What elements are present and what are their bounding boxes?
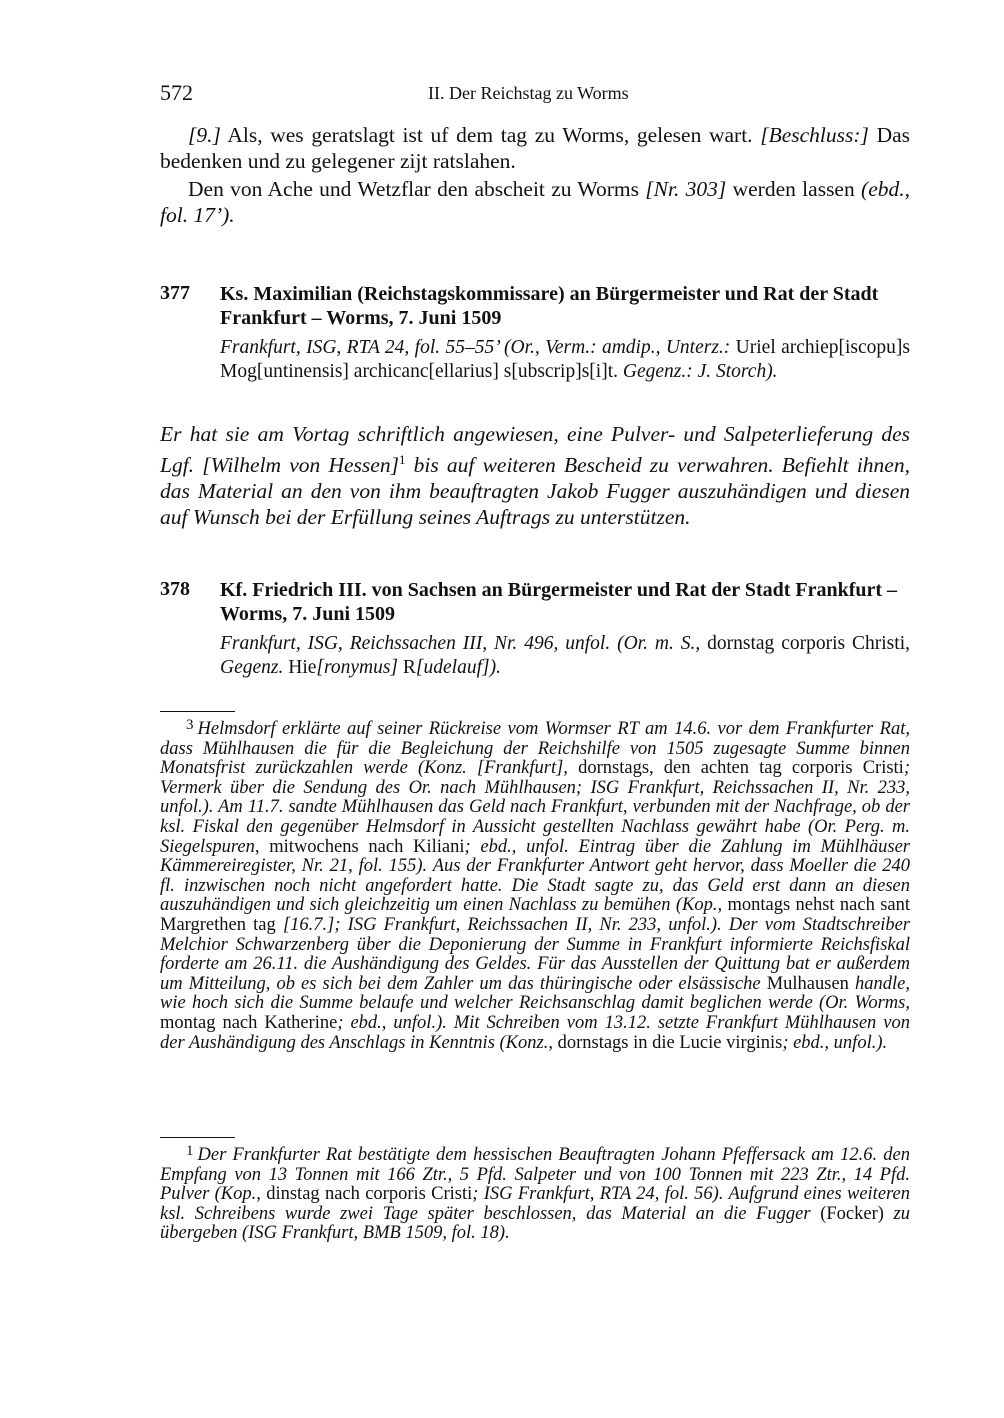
footnote-text: ; Vermerk über die Sendung des Or. nach Mühlhausen; ISG Frankfurt, Reichssachen II, Nr. 233, unfol.). Am 11.7. sandte Mühlhausen das Geld nach Frankfurt, verbunden mit der Nachfrage, ob der ksl. Fiskal den gegenüber Helmsdorf in Aussicht gestellten Nachlass gewährt habe (Or. Perg. m. Siegelspuren, <box>160 758 910 857</box>
footnote-quote: mitwochens nach Kiliani <box>259 836 465 857</box>
regest-377 <box>160 421 910 530</box>
source-date: dornstag corporis Christi, <box>700 633 910 654</box>
source-reference: (ebd., fol. 17’). <box>160 177 910 227</box>
footnote-quote: (Focker) <box>810 1203 894 1224</box>
footnote-quote: dornstags, den achten tag corporis Cristi <box>567 758 904 779</box>
paragraph-text-end: werden lassen <box>726 177 862 201</box>
footnote-1 <box>160 1142 910 1244</box>
regest-text-end: bis auf weiteren Bescheid zu verwahren. Befiehlt ihnen, das Material an den von ihm beauftragten Jakob Fugger auszuhändigen und diesen auf Wunsch bei der Erfüllung seines Auftrags zu unterstützen. <box>160 453 910 529</box>
page-header <box>160 80 910 110</box>
source-countersign: Gegenz.: J. Storch). <box>622 361 778 382</box>
footnote-divider <box>160 711 235 712</box>
footnote-mark: 3 <box>186 717 194 733</box>
footnote-mark: 1 <box>186 1143 194 1159</box>
footnote-text: ; ebd., unfol.). Mit Schreiben vom 13.12. setzte Frankfurt Mühlhausen von der Aushändigung des Anschlags in Kenntnis (Konz., <box>160 1012 910 1053</box>
footnote-quote: dinstag nach corporis Cristi <box>260 1184 473 1205</box>
protocol-item-9 <box>160 122 910 174</box>
paragraph-text: Den von Ache und Wetzflar den abscheit zu Worms <box>188 177 646 201</box>
document-heading: Kf. Friedrich III. von Sachsen an Bürgermeister und Rat der Stadt Frankfurt – Worms, 7. Juni 1509 <box>220 579 898 625</box>
footnote-divider <box>160 1137 235 1138</box>
footnote-3 <box>160 716 910 1053</box>
footnote-quote: montag nach Katherine <box>160 1012 338 1033</box>
document-heading: Ks. Maximilian (Reichstagskommissare) an Bürgermeister und Rat der Stadt Frankfurt – Worms, 7. Juni 1509 <box>220 283 879 329</box>
source-archive: Frankfurt, ISG, Reichssachen III, Nr. 496, unfol. (Or. m. S., <box>220 633 701 654</box>
footnote-text: ; ebd., unfol. Eintrag über die Zahlung im Mühlhäuser Kämmereiregister, Nr. 21, fol. 155). Aus der Frankfurter Antwort geht hervor, dass Moeller die 240 fl. inzwischen noch nicht angefordert hatte. Die Stadt sagte zu, das Geld erst dann an diesen auszuhändigen und sich gleichzeitig um einen Nachlass zu bemühen (Kop., <box>160 836 910 916</box>
cross-reference: [Nr. 303] <box>645 177 727 201</box>
source-name-part: Hie <box>283 657 317 678</box>
footnote-quote: dornstags in die Lucie virginis <box>552 1032 783 1053</box>
page-number: 572 <box>160 80 193 105</box>
footnote-quote: Mulhausen <box>760 973 856 994</box>
source-archive: Frankfurt, ISG, RTA 24, fol. 55–55’ (Or., Verm.: amdip., Unterz.: <box>220 337 731 358</box>
item-text: Als, wes geratslagt ist uf dem tag zu Worms, gelesen wart. <box>220 123 761 147</box>
decision-label: [Beschluss:] <box>760 123 869 147</box>
item-number: [9.] <box>188 123 221 147</box>
decision-text: Das bedenken und zu gelegener zijt ratslahen. <box>160 123 911 173</box>
source-name-expansion: [udelauf]). <box>415 657 501 678</box>
document-number: 378 <box>160 578 190 600</box>
protocol-paragraph <box>160 176 910 228</box>
document-source <box>220 336 910 384</box>
footnote-text: handle, wie hoch sich die Summe belaufe und welcher Reichsanschlag damit beglichen werde (Or. Worms, <box>160 973 910 1014</box>
footnote-text: ; ISG Frankfurt, RTA 24, fol. 56). Aufgrund eines weiteren ksl. Schreibens wurde zwei Tage später beschlossen, das Material an die Fugger <box>160 1184 911 1224</box>
source-name-expansion: [ronymus] <box>316 657 399 678</box>
footnote-text: ; ebd., unfol.). <box>782 1032 888 1053</box>
source-signature: Uriel archiep[iscopu]s Mog[untinensis] archicanc[ellarius] s[ubscrip]s[i]t. <box>220 337 910 382</box>
regest-text: Er hat sie am Vortag schriftlich angewiesen, eine Pulver- und Salpeterlieferung des Lgf. [Wilhelm von Hessen] <box>160 422 910 477</box>
document-number: 377 <box>160 282 190 304</box>
footnote-text: [16.7.]; ISG Frankfurt, Reichssachen II, Nr. 233, unfol.). Der vom Stadtschreiber Melchior Schwarzenberg über die Deponierung der Summe in Frankfurt informierte Reichsfiskal forderte am 26.11. die Aushändigung des Geldes. Für das Ausstellen der Quittung bat er außerdem um Mitteilung, ob es sich bei dem Zahler um das thüringische oder elsässische <box>160 914 911 994</box>
footnote-text: Der Frankfurter Rat bestätigte dem hessischen Beauftragten Johann Pfeffersack am 12.6. den Empfang von 13 Tonnen mit 166 Ztr., 5 Pfd. Salpeter und von 100 Tonnen mit 223 Ztr., 14 Pfd. Pulver (Kop., <box>160 1145 910 1205</box>
source-countersign-label: Gegenz. <box>220 657 284 678</box>
footnote-text: zu übergeben (ISG Frankfurt, BMB 1509, fol. 18). <box>160 1203 910 1244</box>
footnote-quote: montags nehst nach sant Margrethen tag <box>160 895 911 935</box>
document-source <box>220 632 910 680</box>
source-name-part: R <box>398 657 416 678</box>
footnote-text: Helmsdorf erklärte auf seiner Rückreise vom Wormser RT am 14.6. vor dem Frankfurter Rat, dass Mühlhausen die für die Begleichung der Reichshilfe von 1505 zugesagte Summe binnen Monatsfrist zurückzahlen werde (Konz. [Frankfurt], <box>160 719 910 779</box>
footnote-reference: 1 <box>398 452 406 467</box>
running-title: II. Der Reichstag zu Worms <box>428 83 629 103</box>
